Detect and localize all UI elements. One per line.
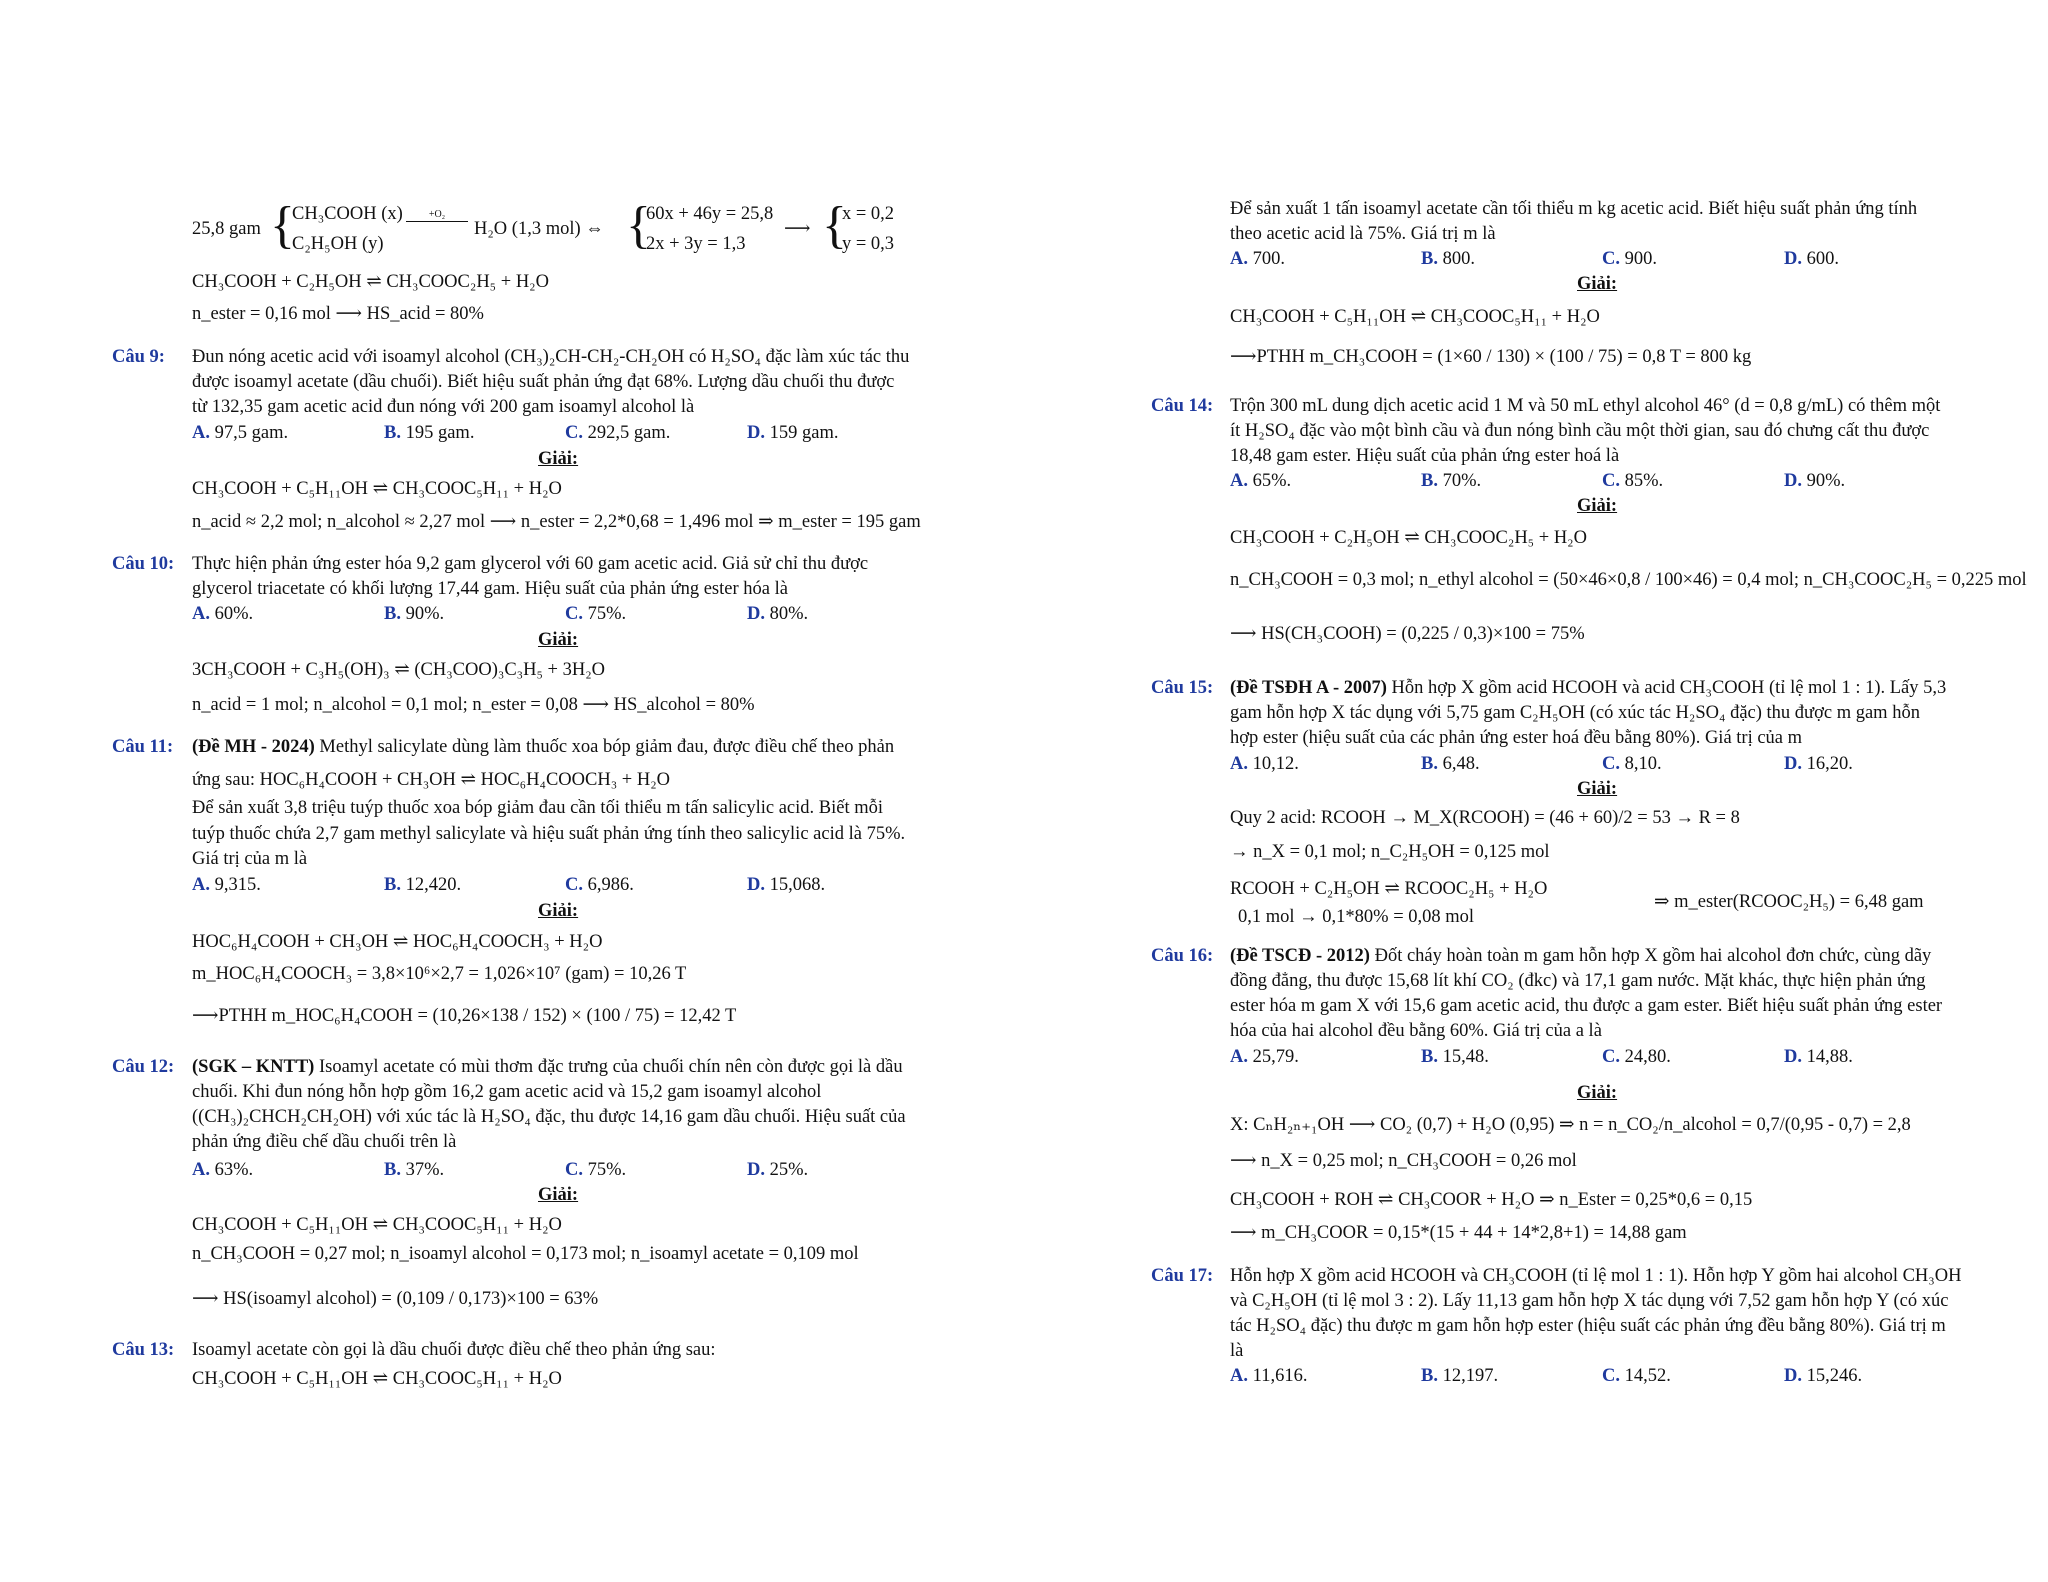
option-letter: D. xyxy=(1784,1366,1802,1386)
option-c[interactable]: C. 6,986. xyxy=(565,875,634,895)
brace-icon: { xyxy=(822,197,847,254)
question-text: đồng đẳng, thu được 15,68 lít khí CO₂ (đkc) và 17,1 gam nước. Mặt khác, thực hiện phản ứng xyxy=(1230,971,1926,991)
question-text: tác H₂SO₄ đặc) thu được m gam hỗn hợp ester (hiệu suất các phản ứng đều bằng 80%). Giá trị m xyxy=(1230,1316,1946,1336)
question-text: Để sản xuất 3,8 triệu tuýp thuốc xoa bóp giảm đau cần tối thiểu m tấn salicylic acid. Biết mỗi xyxy=(192,798,884,818)
question-text: Để sản xuất 1 tấn isoamyl acetate cần tối thiểu m kg acetic acid. Biết hiệu suất phản ứng tính xyxy=(1230,199,1918,219)
brace-icon: { xyxy=(270,197,295,254)
solution-heading: Giải: xyxy=(1577,779,1618,799)
question-text: ứng sau: HOC₆H₄COOH + CH₃OH ⇌ HOC₆H₄COOCH₃ + H₂O xyxy=(192,770,671,790)
option-letter: B. xyxy=(384,875,401,895)
question-text: (Đề MH - 2024) Methyl salicylate dùng làm thuốc xoa bóp giảm đau, được điều chế theo phản xyxy=(192,737,895,757)
solution-line: CH₃COOH + C₅H₁₁OH ⇌ CH₃COOC₅H₁₁ + H₂O xyxy=(1230,307,1600,327)
equation-2: 2x + 3y = 1,3 xyxy=(646,234,746,254)
option-d[interactable]: D. 14,88. xyxy=(1784,1047,1853,1067)
option-b[interactable]: B. 37%. xyxy=(384,1160,445,1180)
source-tag: (Đề TSCĐ - 2012) xyxy=(1230,946,1370,966)
option-a[interactable]: A. 63%. xyxy=(192,1160,254,1180)
option-b[interactable]: B. 800. xyxy=(1421,249,1475,269)
option-letter: C. xyxy=(1602,1047,1620,1067)
option-b[interactable]: B. 12,420. xyxy=(384,875,462,895)
option-letter: C. xyxy=(1602,1366,1620,1386)
right-column xyxy=(1024,0,2048,1582)
option-b[interactable]: B. 90%. xyxy=(384,604,445,624)
question-text: glycerol triacetate có khối lượng 17,44 gam. Hiệu suất của phản ứng ester hóa là xyxy=(192,579,788,599)
component-y: C₂H₅OH (y) xyxy=(292,234,384,254)
option-letter: A. xyxy=(192,875,210,895)
option-c[interactable]: C. 24,80. xyxy=(1602,1047,1671,1067)
solution-line: RCOOH + C₂H₅OH ⇌ RCOOC₂H₅ + H₂O xyxy=(1230,879,1548,899)
solution-line: CH₃COOH + C₅H₁₁OH ⇌ CH₃COOC₅H₁₁ + H₂O xyxy=(192,479,562,499)
option-letter: C. xyxy=(1602,471,1620,491)
option-letter: D. xyxy=(1784,471,1802,491)
question-text: Thực hiện phản ứng ester hóa 9,2 gam glycerol với 60 gam acetic acid. Giả sử chỉ thu được xyxy=(192,554,869,574)
option-letter: A. xyxy=(192,423,210,443)
option-a[interactable]: A. 97,5 gam. xyxy=(192,423,289,443)
question-text: hóa của hai alcohol đều bằng 60%. Giá trị của a là xyxy=(1230,1021,1602,1041)
solution-line: ⟶ HS(isoamyl alcohol) = (0,109 / 0,173)×100 = 63% xyxy=(192,1289,599,1309)
solution-line: ⟶PTHH m_HOC₆H₄COOH = (10,26×138 / 152) × (100 / 75) = 12,42 T xyxy=(192,1006,737,1026)
question-text: hợp ester (hiệu suất của các phản ứng ester hoá đều bằng 80%). Giá trị của m xyxy=(1230,728,1803,748)
option-d[interactable]: D. 16,20. xyxy=(1784,754,1853,774)
question-text: và C₂H₅OH (tỉ lệ mol 3 : 2). Lấy 11,13 gam hỗn hợp X tác dụng với 7,52 gam hỗn hợp Y (có xúc xyxy=(1230,1291,1949,1311)
option-c[interactable]: C. 14,52. xyxy=(1602,1366,1671,1386)
option-c[interactable]: C. 8,10. xyxy=(1602,754,1662,774)
option-c[interactable]: C. 75%. xyxy=(565,604,627,624)
question-label: Câu 11: xyxy=(112,737,174,757)
question-label: Câu 13: xyxy=(112,1340,175,1360)
source-tag: (SGK – KNTT) xyxy=(192,1057,315,1077)
option-d[interactable]: D. 80%. xyxy=(747,604,809,624)
solution-heading: Giải: xyxy=(538,901,579,921)
option-letter: A. xyxy=(1230,1366,1248,1386)
option-letter: D. xyxy=(1784,249,1802,269)
option-letter: B. xyxy=(384,423,401,443)
question-label: Câu 15: xyxy=(1151,678,1214,698)
option-letter: C. xyxy=(565,604,583,624)
option-letter: D. xyxy=(747,604,765,624)
question-text: được isoamyl acetate (dầu chuối). Biết hiệu suất phản ứng đạt 68%. Lượng dầu chuối thu được xyxy=(192,372,895,392)
option-c[interactable]: C. 900. xyxy=(1602,249,1657,269)
solution-line: ⇒ m_ester(RCOOC₂H₅) = 6,48 gam xyxy=(1654,892,1924,912)
option-b[interactable]: B. 6,48. xyxy=(1421,754,1480,774)
option-letter: D. xyxy=(747,875,765,895)
brace-icon: { xyxy=(626,197,651,254)
solution-line: ⟶ HS(CH₃COOH) = (0,225 / 0,3)×100 = 75% xyxy=(1230,624,1585,644)
question-text: là xyxy=(1230,1341,1244,1361)
option-letter: C. xyxy=(1602,249,1620,269)
solution-line: CH₃COOH + ROH ⇌ CH₃COOR + H₂O ⇒ n_Ester = 0,25*0,6 = 0,15 xyxy=(1230,1190,1753,1210)
question-text: 18,48 gam ester. Hiệu suất của phản ứng ester hoá là xyxy=(1230,446,1620,466)
question-label: Câu 9: xyxy=(112,347,165,367)
solution-x: x = 0,2 xyxy=(842,204,895,224)
option-a[interactable]: A. 25,79. xyxy=(1230,1047,1299,1067)
option-letter: A. xyxy=(1230,1047,1248,1067)
question-label: Câu 12: xyxy=(112,1057,175,1077)
solution-line: 0,1 mol → 0,1*80% = 0,08 mol xyxy=(1238,907,1475,927)
equation-line: CH₃COOH + C₂H₅OH ⇌ CH₃COOC₂H₅ + H₂O xyxy=(192,272,549,292)
option-c[interactable]: C. 85%. xyxy=(1602,471,1664,491)
solution-line: n_acid = 1 mol; n_alcohol = 0,1 mol; n_ester = 0,08 ⟶ HS_alcohol = 80% xyxy=(192,695,755,715)
option-d[interactable]: D. 15,068. xyxy=(747,875,826,895)
option-c[interactable]: C. 292,5 gam. xyxy=(565,423,671,443)
solution-y: y = 0,3 xyxy=(842,234,895,254)
solution-line: n_CH₃COOH = 0,3 mol; n_ethyl alcohol = (50×46×0,8 / 100×46) = 0,4 mol; n_CH₃COOC₂H₅ = 0,225 mol xyxy=(1230,570,2027,590)
option-letter: A. xyxy=(1230,471,1248,491)
solution-line: m_HOC₆H₄COOCH₃ = 3,8×10⁶×2,7 = 1,026×10⁷ (gam) = 10,26 T xyxy=(192,964,687,984)
option-letter: C. xyxy=(565,875,583,895)
option-letter: D. xyxy=(1784,754,1802,774)
solution-line: CH₃COOH + C₅H₁₁OH ⇌ CH₃COOC₅H₁₁ + H₂O xyxy=(192,1215,562,1235)
option-a[interactable]: A. 10,12. xyxy=(1230,754,1299,774)
arrow-icon: ⟶ xyxy=(784,219,811,239)
option-letter: C. xyxy=(565,1160,583,1180)
question-text: Hỗn hợp X gồm acid HCOOH và CH₃COOH (tỉ lệ mol 1 : 1). Hỗn hợp Y gồm hai alcohol CH₃OH xyxy=(1230,1266,1962,1286)
question-text: ester hóa m gam X với 15,6 gam acetic acid, thu được a gam ester. Biết hiệu suất phản ứng ester xyxy=(1230,996,1943,1016)
solution-line: ⟶ m_CH₃COOR = 0,15*(15 + 44 + 14*2,8+1) = 14,88 gam xyxy=(1230,1223,1687,1243)
question-text: Giá trị của m là xyxy=(192,849,308,869)
option-letter: B. xyxy=(384,604,401,624)
option-letter: B. xyxy=(1421,1366,1438,1386)
solution-line: HOC₆H₄COOH + CH₃OH ⇌ HOC₆H₄COOCH₃ + H₂O xyxy=(192,932,603,952)
option-letter: B. xyxy=(1421,1047,1438,1067)
option-letter: D. xyxy=(1784,1047,1802,1067)
question-text: tuýp thuốc chứa 2,7 gam methyl salicylate và hiệu suất phản ứng tính theo salicylic acid là 75%. xyxy=(192,824,906,844)
question-text: phản ứng điều chế dầu chuối trên là xyxy=(192,1132,457,1152)
question-text: chuối. Khi đun nóng hỗn hợp gồm 16,2 gam acetic acid và 15,2 gam isoamyl alcohol xyxy=(192,1082,822,1102)
option-b[interactable]: B. 15,48. xyxy=(1421,1047,1489,1067)
option-b[interactable]: B. 12,197. xyxy=(1421,1366,1499,1386)
question-text: (Đề TSĐH A - 2007) Hỗn hợp X gồm acid HCOOH và acid CH₃COOH (tỉ lệ mol 1 : 1). Lấy 5,3 xyxy=(1230,678,1947,698)
solution-heading: Giải: xyxy=(538,630,579,650)
question-text: Trộn 300 mL dung dịch acetic acid 1 M và 50 mL ethyl alcohol 46° (d = 0,8 g/mL) có thêm một xyxy=(1230,396,1941,416)
solution-line: X: CₙH₂ₙ₊₁OH ⟶ CO₂ (0,7) + H₂O (0,95) ⇒ n = n_CO₂/n_alcohol = 0,7/(0,95 - 0,7) = 2,8 xyxy=(1230,1115,1911,1135)
reaction-arrow: +O₂ xyxy=(406,210,468,222)
option-d[interactable]: D. 25%. xyxy=(747,1160,809,1180)
option-letter: C. xyxy=(565,423,583,443)
option-d[interactable]: D. 90%. xyxy=(1784,471,1846,491)
solution-heading: Giải: xyxy=(538,1185,579,1205)
option-d[interactable]: D. 600. xyxy=(1784,249,1839,269)
solution-line: CH₃COOH + C₂H₅OH ⇌ CH₃COOC₂H₅ + H₂O xyxy=(1230,528,1587,548)
question-label: Câu 10: xyxy=(112,554,175,574)
question-text: Isoamyl acetate còn gọi là dầu chuối được điều chế theo phản ứng sau: xyxy=(192,1340,716,1360)
solution-heading: Giải: xyxy=(1577,496,1618,516)
solution-heading: Giải: xyxy=(1577,274,1618,294)
solution-line: ⟶ n_X = 0,25 mol; n_CH₃COOH = 0,26 mol xyxy=(1230,1151,1577,1171)
question-text: Đun nóng acetic acid với isoamyl alcohol (CH₃)₂CH-CH₂-CH₂OH có H₂SO₄ đặc làm xúc tác thu xyxy=(192,347,910,367)
question-text: (Đề TSCĐ - 2012) Đốt cháy hoàn toàn m gam hỗn hợp X gồm hai alcohol đơn chức, cùng dãy xyxy=(1230,946,1932,966)
option-b[interactable]: B. 70%. xyxy=(1421,471,1482,491)
question-text: gam hỗn hợp X tác dụng với 5,75 gam C₂H₅OH (có xúc tác H₂SO₄ đặc) thu được m gam hỗn xyxy=(1230,703,1920,723)
mass-label: 25,8 gam xyxy=(192,219,261,239)
question-text: ((CH₃)₂CHCH₂CH₂OH) với xúc tác là H₂SO₄ đặc, thu được 14,16 gam dầu chuối. Hiệu suất của xyxy=(192,1107,906,1127)
option-d[interactable]: D. 15,246. xyxy=(1784,1366,1863,1386)
solution-line: Quy 2 acid: RCOOH → M_X(RCOOH) = (46 + 60)/2 = 53 → R = 8 xyxy=(1230,808,1740,828)
question-text: theo acetic acid là 75%. Giá trị m là xyxy=(1230,224,1496,244)
question-label: Câu 16: xyxy=(1151,946,1214,966)
water-product: H₂O (1,3 mol) ⇔ xyxy=(474,219,604,239)
option-a[interactable]: A. 65%. xyxy=(1230,471,1292,491)
option-a[interactable]: A. 700. xyxy=(1230,249,1285,269)
option-letter: B. xyxy=(1421,471,1438,491)
option-letter: D. xyxy=(747,423,765,443)
solution-heading: Giải: xyxy=(1577,1083,1618,1103)
solution-line: n_CH₃COOH = 0,27 mol; n_isoamyl alcohol = 0,173 mol; n_isoamyl acetate = 0,109 mol xyxy=(192,1244,859,1264)
option-letter: A. xyxy=(192,604,210,624)
option-d[interactable]: D. 159 gam. xyxy=(747,423,839,443)
option-letter: A. xyxy=(1230,249,1248,269)
equation-1: 60x + 46y = 25,8 xyxy=(646,204,774,224)
option-letter: A. xyxy=(1230,754,1248,774)
option-letter: D. xyxy=(747,1160,765,1180)
option-c[interactable]: C. 75%. xyxy=(565,1160,627,1180)
option-b[interactable]: B. 195 gam. xyxy=(384,423,475,443)
option-letter: B. xyxy=(1421,249,1438,269)
solution-line: → n_X = 0,1 mol; n_C₂H₅OH = 0,125 mol xyxy=(1230,842,1550,862)
option-a[interactable]: A. 60%. xyxy=(192,604,254,624)
option-a[interactable]: A. 9,315. xyxy=(192,875,261,895)
option-letter: B. xyxy=(1421,754,1438,774)
option-letter: C. xyxy=(1602,754,1620,774)
solution-line: 3CH₃COOH + C₃H₅(OH)₃ ⇌ (CH₃COO)₃C₃H₅ + 3H₂O xyxy=(192,660,606,680)
solution-line: n_acid ≈ 2,2 mol; n_alcohol ≈ 2,27 mol ⟶ n_ester = 2,2*0,68 = 1,496 mol ⇒ m_ester = 195 gam xyxy=(192,512,921,532)
solution-heading: Giải: xyxy=(538,449,579,469)
question-text: (SGK – KNTT) Isoamyl acetate có mùi thơm đặc trưng của chuối chín nên còn được gọi là dầu xyxy=(192,1057,903,1077)
question-text: từ 132,35 gam acetic acid đun nóng với 200 gam isoamyl alcohol là xyxy=(192,397,695,417)
solution-line: ⟶PTHH m_CH₃COOH = (1×60 / 130) × (100 / 75) = 0,8 T = 800 kg xyxy=(1230,347,1752,367)
question-text: ít H₂SO₄ đặc vào một bình cầu và đun nóng bình cầu một thời gian, sau đó chưng cất thu được xyxy=(1230,421,1930,441)
option-a[interactable]: A. 11,616. xyxy=(1230,1366,1308,1386)
question-label: Câu 17: xyxy=(1151,1266,1214,1286)
source-tag: (Đề TSĐH A - 2007) xyxy=(1230,678,1387,698)
option-letter: B. xyxy=(384,1160,401,1180)
source-tag: (Đề MH - 2024) xyxy=(192,737,315,757)
result-line: n_ester = 0,16 mol ⟶ HS_acid = 80% xyxy=(192,304,484,324)
question-text: CH₃COOH + C₅H₁₁OH ⇌ CH₃COOC₅H₁₁ + H₂O xyxy=(192,1369,562,1389)
question-label: Câu 14: xyxy=(1151,396,1214,416)
option-letter: A. xyxy=(192,1160,210,1180)
component-x: CH₃COOH (x) xyxy=(292,204,403,224)
